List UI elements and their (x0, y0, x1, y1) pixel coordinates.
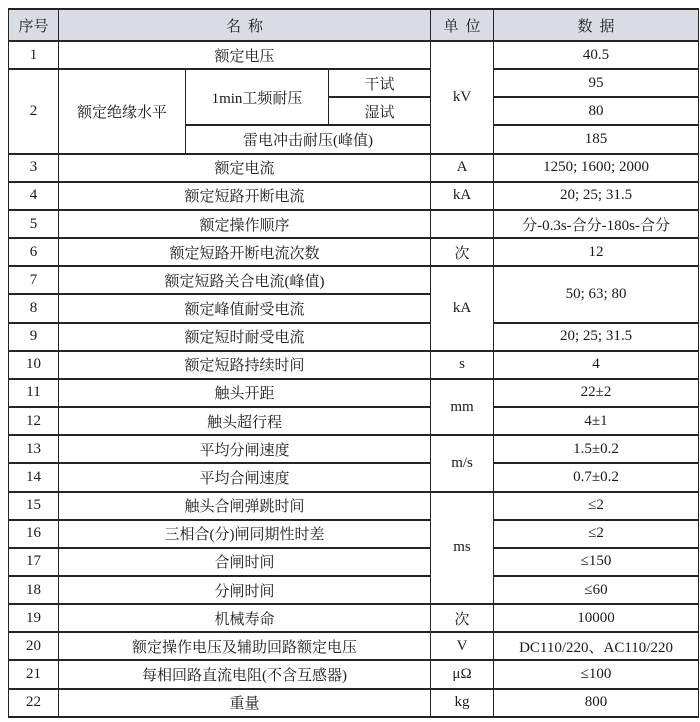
data-cell: 20; 25; 31.5 (494, 182, 699, 210)
unit-cell: kA (431, 266, 494, 350)
name-cell: 合闸时间 (59, 548, 431, 576)
table-row (9, 520, 699, 548)
seq-cell: 11 (9, 379, 59, 407)
data-cell: 1.5±0.2 (494, 435, 699, 463)
table-row (9, 463, 699, 491)
seq-cell: 14 (9, 463, 59, 491)
table-row (9, 182, 699, 210)
name-cell: 分闸时间 (59, 576, 431, 604)
name-cell: 额定峰值耐受电流 (59, 294, 431, 322)
seq-cell: 20 (9, 632, 59, 660)
seq-cell: 22 (9, 689, 59, 717)
table-row (9, 69, 699, 97)
data-cell: 4 (494, 351, 699, 379)
name-cell: 平均合闸速度 (59, 463, 431, 491)
name-cell: 触头合闸弹跳时间 (59, 492, 431, 520)
seq-cell: 15 (9, 492, 59, 520)
unit-cell: ms (431, 492, 494, 605)
data-cell: 分-0.3s-合分-180s-合分 (494, 210, 699, 238)
seq-cell: 19 (9, 604, 59, 632)
seq-cell: 21 (9, 660, 59, 688)
table-row (9, 323, 699, 351)
data-cell: ≤150 (494, 548, 699, 576)
seq-cell: 10 (9, 351, 59, 379)
col-header-unit: 单位 (431, 9, 494, 41)
name-cell: 额定操作顺序 (59, 210, 431, 238)
subname-cell: 干试 (329, 69, 431, 97)
header-row (9, 9, 699, 41)
data-cell: 12 (494, 238, 699, 266)
col-header-no: 序号 (9, 9, 59, 41)
data-cell: 10000 (494, 604, 699, 632)
name-cell: 额定操作电压及辅助回路额定电压 (59, 632, 431, 660)
col-header-data: 数据 (494, 9, 699, 41)
table-row (9, 154, 699, 182)
seq-cell: 4 (9, 182, 59, 210)
table-row (9, 210, 699, 238)
table-row (9, 238, 699, 266)
table-row (9, 660, 699, 688)
unit-cell: A (431, 154, 494, 182)
seq-cell: 13 (9, 435, 59, 463)
name-cell: 额定短时耐受电流 (59, 323, 431, 351)
data-cell: 20; 25; 31.5 (494, 323, 699, 351)
data-cell: 40.5 (494, 41, 699, 69)
data-cell: 4±1 (494, 407, 699, 435)
data-cell: ≤60 (494, 576, 699, 604)
table-row (9, 689, 699, 717)
seq-cell: 18 (9, 576, 59, 604)
name-cell: 额定短路关合电流(峰值) (59, 266, 431, 294)
unit-cell: m/s (431, 435, 494, 491)
unit-cell: s (431, 351, 494, 379)
seq-cell: 9 (9, 323, 59, 351)
subname-cell: 1min工频耐压 (186, 69, 329, 125)
data-cell: 80 (494, 97, 699, 125)
name-cell: 重量 (59, 689, 431, 717)
unit-cell: 次 (431, 604, 494, 632)
seq-cell: 17 (9, 548, 59, 576)
name-cell: 触头开距 (59, 379, 431, 407)
unit-cell: kg (431, 689, 494, 717)
unit-cell: mm (431, 379, 494, 435)
unit-cell: 次 (431, 238, 494, 266)
spec-table (8, 8, 699, 718)
seq-cell: 16 (9, 520, 59, 548)
data-cell: DC110/220、AC110/220 (494, 632, 699, 660)
data-cell: 95 (494, 69, 699, 97)
name-cell: 每相回路直流电阻(不含互感器) (59, 660, 431, 688)
seq-cell: 1 (9, 41, 59, 69)
seq-cell: 5 (9, 210, 59, 238)
name-cell: 三相合(分)闸同期性时差 (59, 520, 431, 548)
data-cell: ≤2 (494, 492, 699, 520)
name-cell: 平均分闸速度 (59, 435, 431, 463)
name-cell: 额定电压 (59, 41, 431, 69)
data-cell: ≤2 (494, 520, 699, 548)
table-row (9, 492, 699, 520)
seq-cell: 7 (9, 266, 59, 294)
seq-cell: 3 (9, 154, 59, 182)
name-cell: 机械寿命 (59, 604, 431, 632)
unit-cell: V (431, 632, 494, 660)
table-row (9, 604, 699, 632)
spec-table-container (8, 8, 699, 718)
table-row (9, 379, 699, 407)
table-row (9, 632, 699, 660)
seq-cell: 6 (9, 238, 59, 266)
table-row (9, 41, 699, 69)
name-cell: 额定短路持续时间 (59, 351, 431, 379)
table-row (9, 351, 699, 379)
name-cell: 额定短路开断电流 (59, 182, 431, 210)
unit-cell: kA (431, 182, 494, 210)
seq-cell: 2 (9, 69, 59, 153)
unit-cell: kV (431, 41, 494, 154)
name-cell: 额定电流 (59, 154, 431, 182)
table-row (9, 548, 699, 576)
data-cell: ≤100 (494, 660, 699, 688)
table-row (9, 266, 699, 294)
seq-cell: 8 (9, 294, 59, 322)
seq-cell: 12 (9, 407, 59, 435)
name-cell: 触头超行程 (59, 407, 431, 435)
data-cell: 22±2 (494, 379, 699, 407)
data-cell: 800 (494, 689, 699, 717)
table-row (9, 407, 699, 435)
data-cell: 1250; 1600; 2000 (494, 154, 699, 182)
data-cell: 185 (494, 125, 699, 153)
subname-cell: 雷电冲击耐压(峰值) (186, 125, 431, 153)
col-header-name: 名称 (59, 9, 431, 41)
unit-cell (431, 210, 494, 238)
table-row (9, 576, 699, 604)
name-cell: 额定绝缘水平 (59, 69, 186, 153)
data-cell: 0.7±0.2 (494, 463, 699, 491)
data-cell: 50; 63; 80 (494, 266, 699, 322)
table-row (9, 435, 699, 463)
name-cell: 额定短路开断电流次数 (59, 238, 431, 266)
unit-cell: μΩ (431, 660, 494, 688)
subname-cell: 湿试 (329, 97, 431, 125)
